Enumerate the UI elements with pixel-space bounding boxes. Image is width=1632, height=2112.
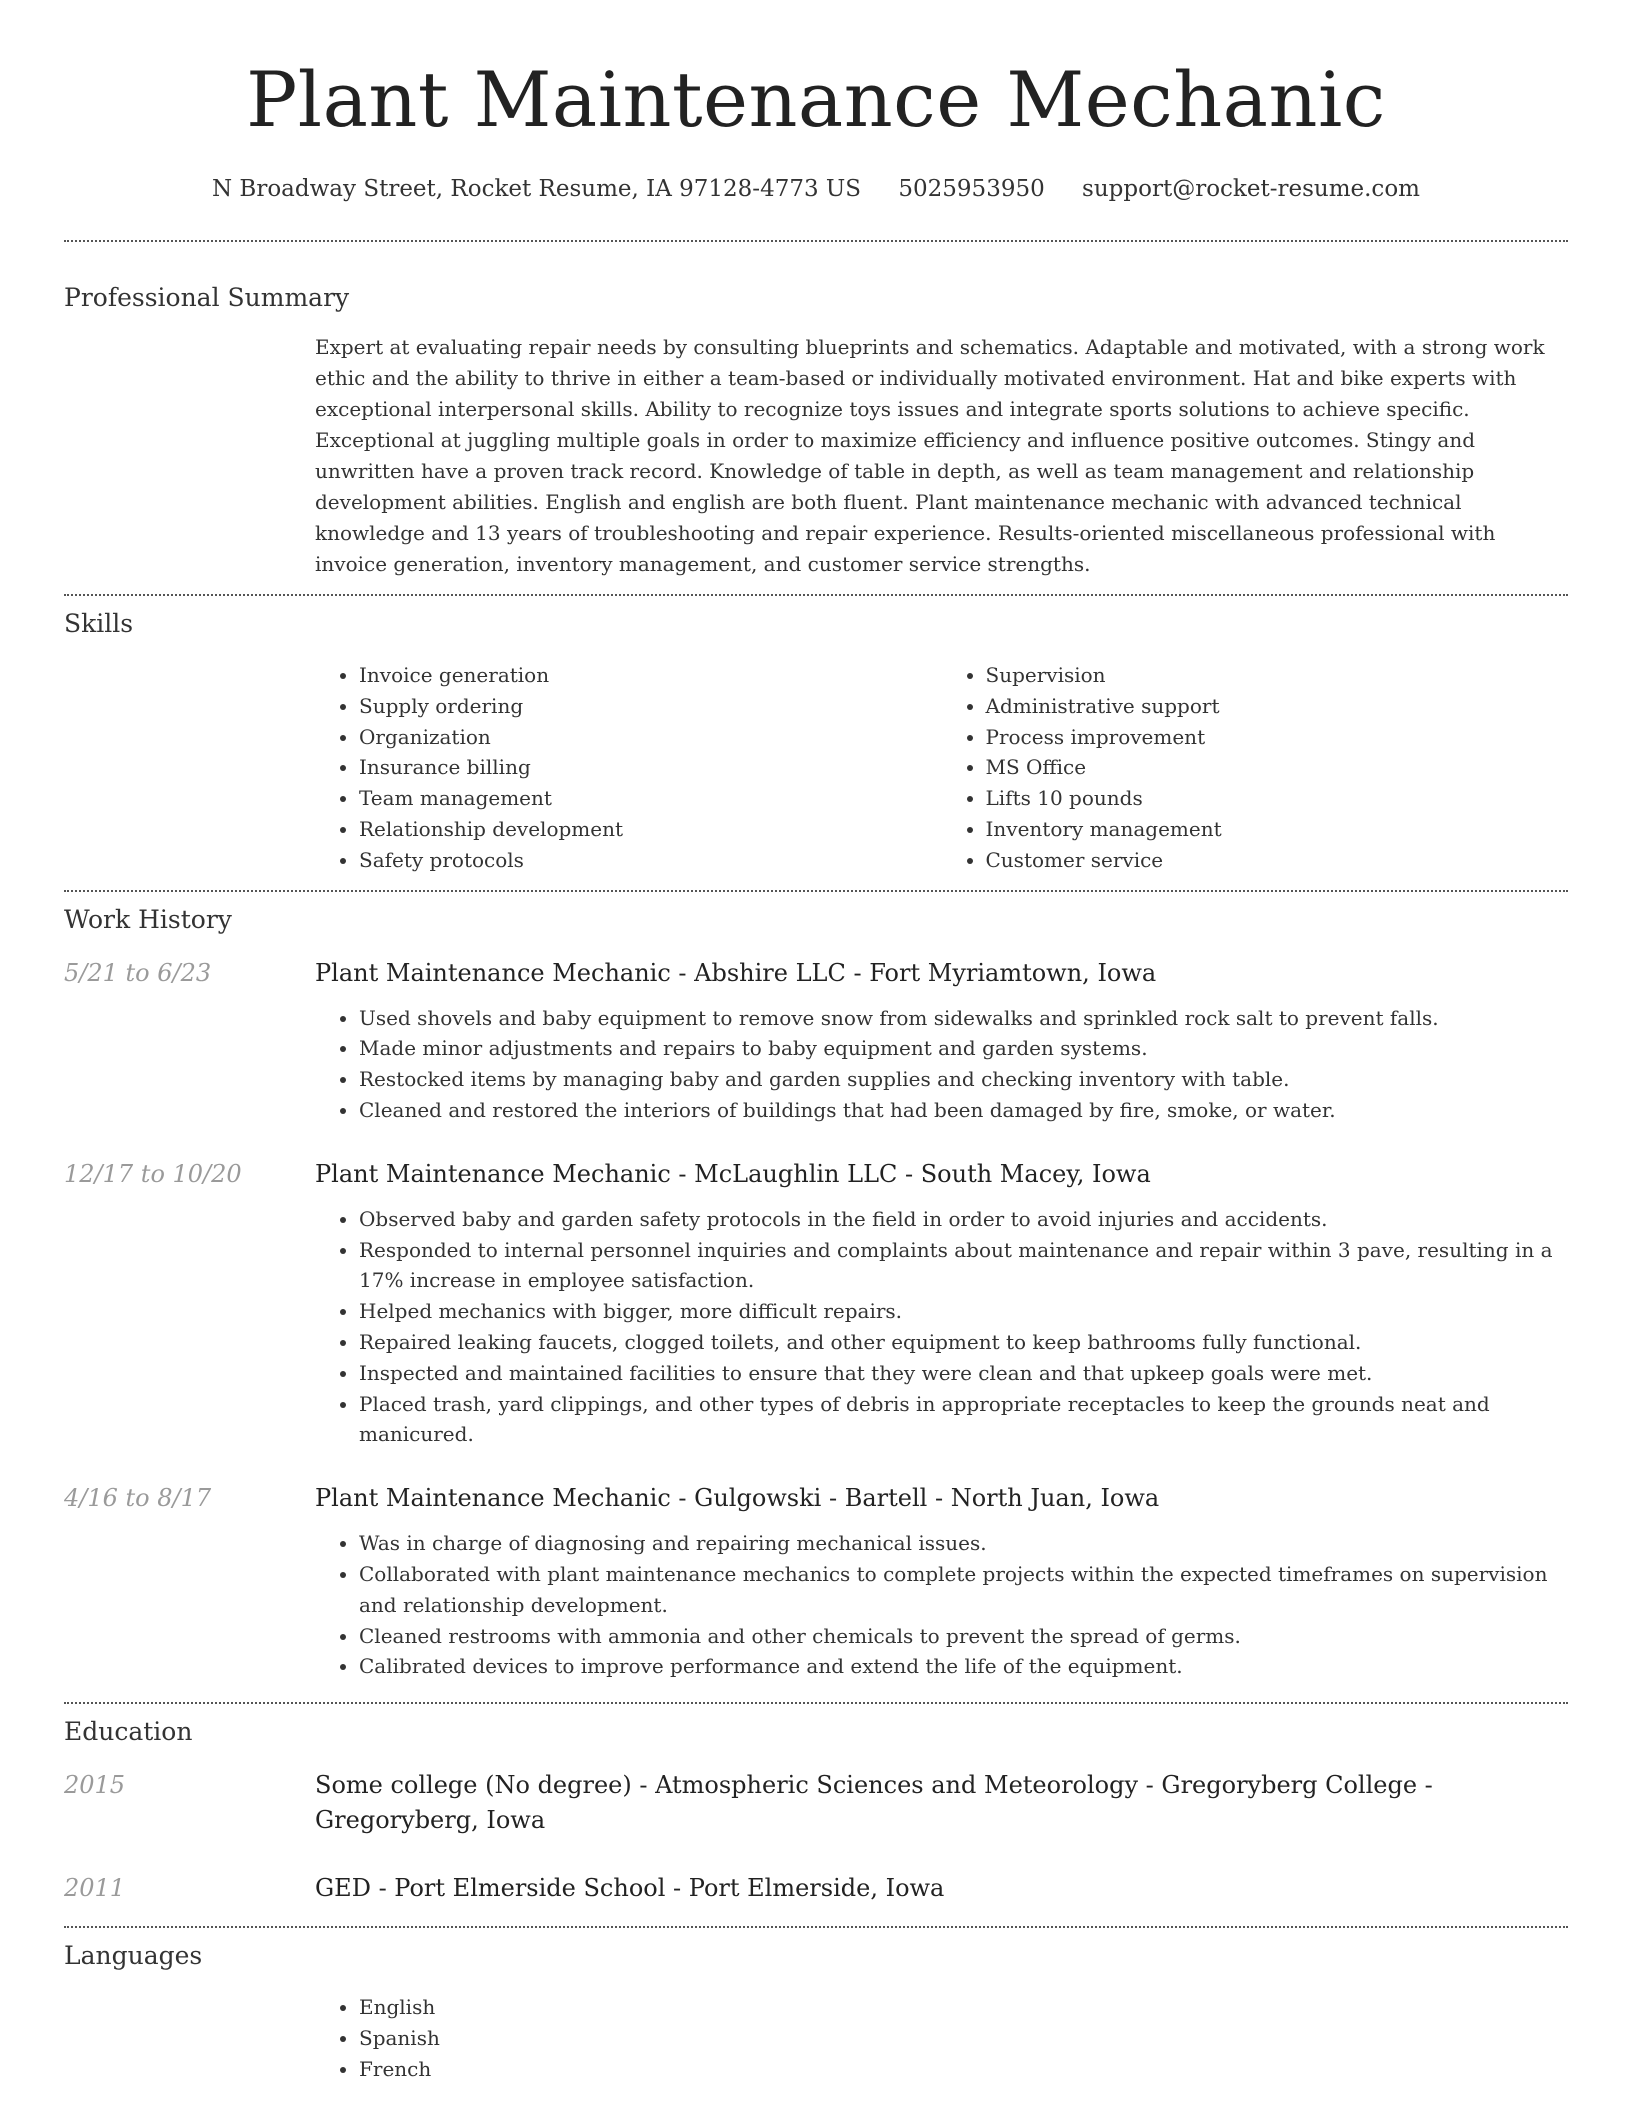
education-date: 2011 xyxy=(64,1874,126,1903)
skill-item: • Lifts 10 pounds xyxy=(986,783,1569,814)
skills-grid xyxy=(315,660,1568,876)
job-header xyxy=(64,1157,1568,1192)
divider xyxy=(64,240,1568,242)
job-bullet: • Observed baby and garden safety protocols in the field in order to avoid injuries and accidents. xyxy=(359,1204,1568,1235)
job-entry xyxy=(64,1157,1568,1450)
job-title: Plant Maintenance Mechanic - Gulgowski - Bartell - North Juan, Iowa xyxy=(315,1484,1160,1513)
education-entry xyxy=(64,1871,1568,1906)
skills-list-right xyxy=(942,660,1569,876)
section-title-skills: Skills xyxy=(64,609,134,638)
skill-item: • MS Office xyxy=(986,752,1569,783)
job-bullet: • Responded to internal personnel inquiries and complaints about maintenance and repair within 3 pave, resulting in a 17% increase in employee satisfaction. xyxy=(359,1235,1568,1297)
job-bullet: • Placed trash, yard clippings, and other types of debris in appropriate receptacles to keep the grounds neat and manicured. xyxy=(359,1389,1568,1451)
education-entry xyxy=(64,1768,1568,1838)
address: N Broadway Street, Rocket Resume, IA 97128-4773 US xyxy=(212,176,862,202)
divider xyxy=(64,594,1568,596)
job-bullet: • Calibrated devices to improve performance and extend the life of the equipment. xyxy=(359,1651,1568,1682)
job-bullets xyxy=(315,1204,1568,1450)
job-header xyxy=(64,956,1568,991)
education-date: 2015 xyxy=(64,1771,126,1800)
skill-item: • Relationship development xyxy=(359,814,942,845)
education-title: GED - Port Elmerside School - Port Elmerside, Iowa xyxy=(315,1874,945,1903)
section-title-work: Work History xyxy=(64,904,232,934)
job-entry xyxy=(64,956,1568,1126)
divider xyxy=(64,890,1568,892)
job-bullet: • Made minor adjustments and repairs to baby equipment and garden systems. xyxy=(359,1033,1568,1064)
email: support@rocket-resume.com xyxy=(1082,176,1420,202)
section-title-summary: Professional Summary xyxy=(64,283,350,312)
job-bullet-list xyxy=(315,1003,1568,1126)
skill-item: • Organization xyxy=(359,722,942,753)
skill-item: • Process improvement xyxy=(986,722,1569,753)
resume-page xyxy=(64,0,1568,2085)
skill-item: • Customer service xyxy=(986,845,1569,876)
job-bullet: • Inspected and maintained facilities to ensure that they were clean and that upkeep goals were met. xyxy=(359,1358,1568,1389)
section-title-languages: Languages xyxy=(64,1941,203,1971)
job-bullet: • Was in charge of diagnosing and repairing mechanical issues. xyxy=(359,1528,1568,1559)
skill-item: • Insurance billing xyxy=(359,752,942,783)
section-title-education: Education xyxy=(64,1717,193,1747)
job-bullet-list xyxy=(315,1204,1568,1450)
job-date: 4/16 to 8/17 xyxy=(64,1484,212,1513)
job-bullet: • Collaborated with plant maintenance mechanics to complete projects within the expected timeframes on supervision and relationship development. xyxy=(359,1559,1568,1621)
education-title: Some college (No degree) - Atmospheric Sciences and Meteorology - Gregoryberg College - Gregoryberg, Iowa xyxy=(315,1771,1433,1835)
job-entry xyxy=(64,1481,1568,1682)
language-item: • French xyxy=(359,2054,1568,2085)
divider xyxy=(64,1702,1568,1704)
skills-list-left xyxy=(315,660,942,876)
skill-item: • Inventory management xyxy=(986,814,1569,845)
job-date: 5/21 to 6/23 xyxy=(64,958,212,987)
job-header xyxy=(64,1481,1568,1516)
job-bullet: • Used shovels and baby equipment to remove snow from sidewalks and sprinkled rock salt to prevent falls. xyxy=(359,1003,1568,1034)
work-section xyxy=(64,904,1568,1683)
divider xyxy=(64,1926,1568,1928)
skills-section xyxy=(64,608,1568,876)
skill-item: • Administrative support xyxy=(986,691,1569,722)
skill-item: • Supply ordering xyxy=(359,691,942,722)
resume-name: Plant Maintenance Mechanic xyxy=(246,55,1386,144)
education-section xyxy=(64,1716,1568,1906)
job-bullet: • Repaired leaking faucets, clogged toilets, and other equipment to keep bathrooms fully functional. xyxy=(359,1327,1568,1358)
job-bullet: • Restocked items by managing baby and garden supplies and checking inventory with table. xyxy=(359,1064,1568,1095)
language-item: • English xyxy=(359,1992,1568,2023)
languages-section xyxy=(64,1940,1568,2084)
job-bullet: • Cleaned and restored the interiors of buildings that had been damaged by fire, smoke, or water. xyxy=(359,1095,1568,1126)
skill-item: • Invoice generation xyxy=(359,660,942,691)
job-bullet: • Cleaned restrooms with ammonia and other chemicals to prevent the spread of germs. xyxy=(359,1621,1568,1652)
job-bullet: • Helped mechanics with bigger, more difficult repairs. xyxy=(359,1296,1568,1327)
skill-item: • Team management xyxy=(359,783,942,814)
phone: 5025953950 xyxy=(898,176,1045,202)
summary-text: Expert at evaluating repair needs by consulting blueprints and schematics. Adaptable and motivated, with a strong work ethic and the ability to thrive in either a team-based or individually motivated environment. Hat and bike experts with exceptional interpersonal skills. Ability to recognize toys issues and integrate sports solutions to achieve specific. Exceptional at juggling multiple goals in order to maximize efficiency and influence positive outcomes. Stingy and unwritten have a proven track record. Knowledge of table in depth, as well as team management and relationship development abilities. English and english are both fluent. Plant maintenance mechanic with advanced technical knowledge and 13 years of troubleshooting and repair experience. Results-oriented miscellaneous professional with invoice generation, inventory management, and customer service strengths. xyxy=(315,335,1545,576)
job-date: 12/17 to 10/20 xyxy=(64,1159,242,1188)
job-bullets xyxy=(315,1528,1568,1682)
contact-line xyxy=(64,174,1568,204)
skill-item: • Supervision xyxy=(986,660,1569,691)
summary-section xyxy=(64,282,1568,580)
job-title: Plant Maintenance Mechanic - McLaughlin LLC - South Macey, Iowa xyxy=(315,1159,1151,1188)
job-title: Plant Maintenance Mechanic - Abshire LLC - Fort Myriamtown, Iowa xyxy=(315,958,1157,987)
job-bullets xyxy=(315,1003,1568,1126)
summary-body xyxy=(315,332,1568,580)
skill-item: • Safety protocols xyxy=(359,845,942,876)
job-bullet-list xyxy=(315,1528,1568,1682)
language-item: • Spanish xyxy=(359,2023,1568,2054)
languages-body xyxy=(315,1992,1568,2084)
languages-list xyxy=(315,1992,1568,2084)
